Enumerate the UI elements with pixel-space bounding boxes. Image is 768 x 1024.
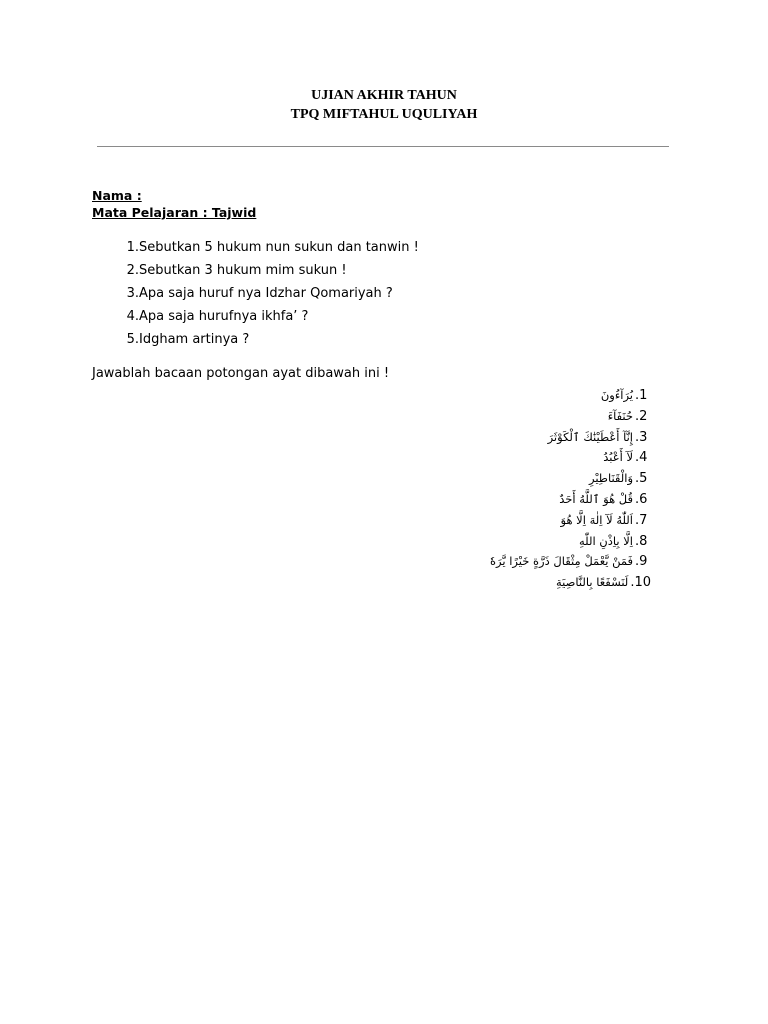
student-meta (92, 187, 256, 221)
question-item (92, 239, 419, 262)
verse-item (490, 510, 651, 531)
question-text: Idgham artinya ? (139, 332, 250, 347)
verse-number: .10 (630, 575, 651, 591)
verse-item (490, 468, 651, 489)
question-text: Sebutkan 3 hukum mim sukun ! (139, 263, 347, 278)
exam-header (0, 86, 768, 124)
question-item (92, 262, 419, 285)
verse-number: .9 (635, 554, 648, 570)
verse-text: حُنَفَآءَ (607, 408, 633, 423)
verse-text: لَنَسْفَعًا بِالنَّاصِيَةِ (555, 575, 629, 590)
exam-title: UJIAN AKHIR TAHUN (311, 88, 457, 103)
verse-text: فَمَنْ يَّعْمَلْ مِثْقَالَ ذَرَّةٍ خَيْرًا يَّرَهٗ (490, 554, 633, 569)
verse-item (490, 572, 651, 593)
verse-item (490, 427, 651, 448)
verse-text: وَالْقَنَاطِيْرِ (588, 471, 633, 486)
verse-text: اِلَّا بِاِذْنِ اللّٰهِ (578, 533, 633, 548)
verse-item (490, 447, 651, 468)
verse-list (490, 385, 651, 593)
verse-number: .2 (635, 408, 648, 424)
school-name: TPQ MIFTAHUL UQULIYAH (290, 107, 478, 122)
verse-text: قُلْ هُوَ ٱللَّهُ أَحَدٌ (559, 491, 633, 506)
question-text: Apa saja hurufnya ikhfa’ ? (139, 309, 309, 324)
verse-text: إِنَّآ أَعْطَيْنَٰكَ ٱلْكَوْثَرَ (547, 429, 633, 444)
verse-item (490, 385, 651, 406)
verse-text: لَآ أَعْبُدُ (603, 450, 633, 465)
verse-number: .3 (635, 429, 648, 445)
verse-instruction: Jawablah bacaan potongan ayat dibawah ini ! (92, 366, 390, 381)
verse-text: يُرَآءُونَ (600, 388, 633, 402)
question-number: 3. (126, 286, 139, 301)
verse-number: .1 (635, 388, 648, 403)
question-number: 4. (126, 309, 139, 324)
verse-number: .7 (635, 512, 648, 528)
verse-item (490, 489, 651, 510)
question-number: 2. (126, 263, 139, 278)
question-item (92, 308, 419, 331)
verse-number: .4 (635, 450, 648, 466)
verse-item (490, 551, 651, 572)
name-label: Nama : (92, 188, 142, 203)
question-list (92, 239, 419, 354)
question-item (92, 285, 419, 308)
question-number: 5. (126, 332, 139, 347)
question-text: Apa saja huruf nya Idzhar Qomariyah ? (139, 286, 393, 301)
question-item (92, 331, 419, 354)
question-number: 1. (126, 240, 139, 255)
verse-item (490, 406, 651, 427)
verse-number: .6 (635, 491, 648, 507)
verse-number: .8 (635, 533, 648, 549)
verse-number: .5 (635, 471, 648, 487)
header-divider (97, 146, 669, 147)
verse-text: اَللّٰهُ لَآ اِلٰهَ اِلَّا هُوَ (560, 512, 633, 527)
subject-label: Mata Pelajaran : Tajwid (92, 205, 257, 220)
question-text: Sebutkan 5 hukum nun sukun dan tanwin ! (139, 240, 419, 255)
verse-item (490, 531, 651, 552)
